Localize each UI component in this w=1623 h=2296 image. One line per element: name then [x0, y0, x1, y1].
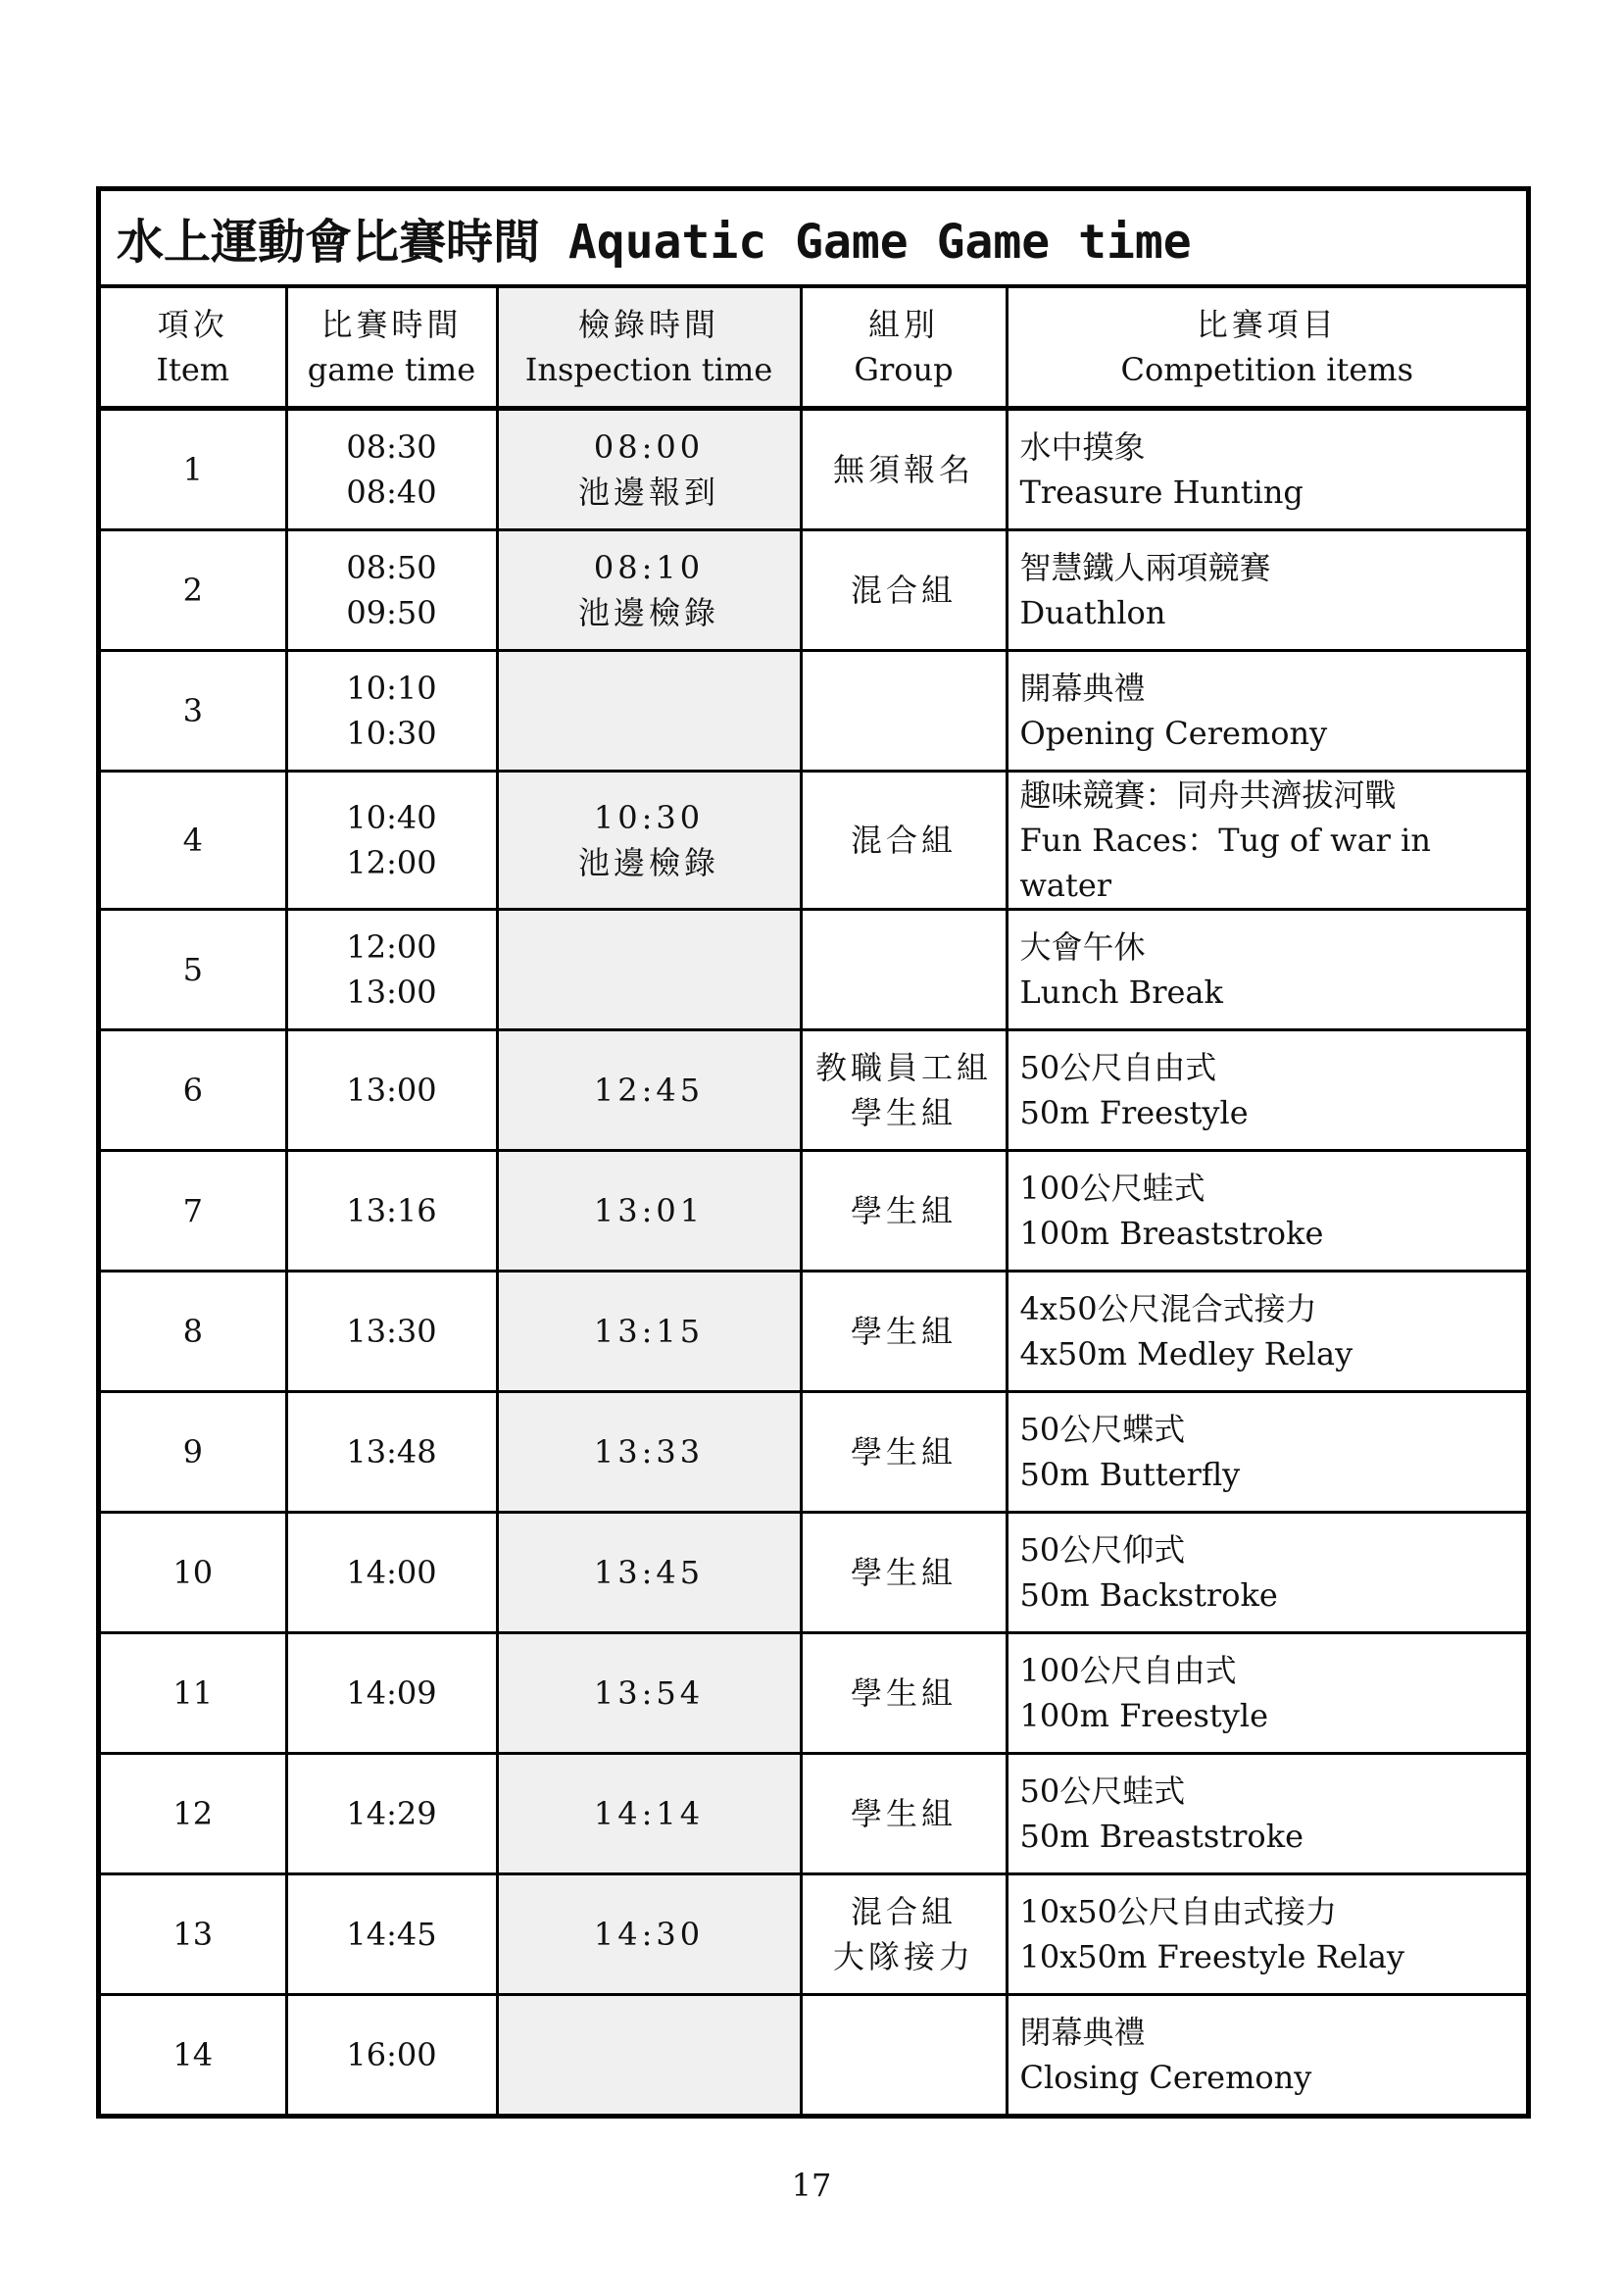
cell-group	[801, 1151, 1007, 1272]
cell-group	[801, 409, 1007, 530]
cell-item: 8	[101, 1272, 286, 1392]
cell-inspection-time	[497, 1513, 801, 1633]
cell-competition	[1007, 651, 1526, 772]
cell-competition-line: 50公尺仰式	[1019, 1531, 1186, 1569]
schedule-body	[101, 409, 1526, 2115]
cell-competition	[1007, 1874, 1526, 1995]
cell-inspection-time-line: 14:14	[593, 1795, 705, 1832]
table-row	[101, 1392, 1526, 1513]
header-group	[801, 288, 1007, 409]
cell-group-line: 學生組	[850, 1674, 957, 1712]
cell-competition	[1007, 1030, 1526, 1151]
cell-game-time-line: 12:00	[346, 928, 437, 966]
cell-group	[801, 530, 1007, 651]
cell-inspection-time-line: 08:10	[593, 549, 705, 586]
cell-competition-line: Treasure Hunting	[1019, 474, 1303, 511]
cell-game-time	[286, 1272, 497, 1392]
cell-group-line: 教職員工組	[814, 1049, 992, 1086]
cell-game-time	[286, 1392, 497, 1513]
cell-game-time-line: 14:29	[346, 1795, 437, 1832]
cell-competition-line: 水中摸象	[1019, 428, 1146, 466]
cell-competition-line: Closing Ceremony	[1019, 2059, 1312, 2096]
cell-game-time	[286, 651, 497, 772]
cell-competition-line: 50m Backstroke	[1019, 1576, 1278, 1614]
table-row	[101, 1874, 1526, 1995]
cell-inspection-time	[497, 1272, 801, 1392]
header-inspection-time	[497, 288, 801, 409]
table-row	[101, 1995, 1526, 2115]
table-row	[101, 1754, 1526, 1874]
cell-game-time-line: 08:40	[346, 474, 437, 511]
cell-inspection-time-line: 池邊報到	[577, 474, 719, 511]
header-competition-en: Competition items	[1120, 351, 1414, 388]
cell-group	[801, 910, 1007, 1030]
cell-game-time-line: 13:30	[346, 1313, 437, 1350]
cell-competition	[1007, 1633, 1526, 1754]
header-group-zh: 組別	[867, 306, 939, 343]
cell-inspection-time	[497, 409, 801, 530]
cell-inspection-time	[497, 651, 801, 772]
cell-game-time	[286, 1754, 497, 1874]
header-inspection-time-en: Inspection time	[524, 351, 773, 388]
page-number: 17	[791, 2167, 832, 2204]
cell-group	[801, 1633, 1007, 1754]
cell-competition-line: Lunch Break	[1019, 973, 1223, 1011]
cell-inspection-time-line: 13:01	[593, 1192, 705, 1229]
cell-competition	[1007, 1754, 1526, 1874]
cell-group-line: 混合組	[850, 1893, 957, 1930]
cell-inspection-time-line: 池邊檢錄	[577, 844, 719, 881]
table-row	[101, 409, 1526, 530]
cell-group-line: 學生組	[850, 1313, 957, 1350]
cell-inspection-time-line: 池邊檢錄	[577, 594, 719, 631]
cell-game-time	[286, 1633, 497, 1754]
cell-competition-line: 4x50公尺混合式接力	[1019, 1290, 1317, 1327]
cell-competition-line: 智慧鐵人兩項競賽	[1019, 549, 1271, 586]
cell-group-line: 學生組	[850, 1795, 957, 1832]
cell-competition-line: 50公尺蛙式	[1019, 1772, 1186, 1810]
cell-competition	[1007, 1272, 1526, 1392]
cell-group	[801, 1995, 1007, 2115]
cell-competition-line: Opening Ceremony	[1019, 715, 1328, 752]
cell-competition	[1007, 910, 1526, 1030]
header-game-time-zh: 比賽時間	[320, 306, 463, 343]
cell-game-time	[286, 910, 497, 1030]
cell-group-line: 學生組	[850, 1554, 957, 1591]
cell-group	[801, 1754, 1007, 1874]
cell-competition-line: 10x50m Freestyle Relay	[1019, 1938, 1404, 1975]
schedule-sheet	[96, 186, 1531, 2119]
cell-competition-line: 100m Freestyle	[1019, 1697, 1268, 1734]
header-competition-zh: 比賽項目	[1196, 306, 1338, 343]
cell-inspection-time	[497, 530, 801, 651]
cell-item: 5	[101, 910, 286, 1030]
cell-inspection-time	[497, 1754, 801, 1874]
cell-item: 9	[101, 1392, 286, 1513]
cell-group-line: 大隊接力	[832, 1938, 974, 1975]
cell-inspection-time	[497, 1151, 801, 1272]
cell-group-line: 學生組	[850, 1192, 957, 1229]
cell-competition	[1007, 1995, 1526, 2115]
cell-item: 4	[101, 772, 286, 910]
cell-game-time-line: 13:00	[346, 973, 437, 1011]
cell-game-time-line: 09:50	[346, 594, 437, 631]
header-item-zh: 項次	[157, 306, 228, 343]
cell-game-time	[286, 1030, 497, 1151]
cell-competition-line: 大會午休	[1019, 928, 1146, 966]
cell-inspection-time	[497, 1392, 801, 1513]
table-header-row	[101, 288, 1526, 409]
cell-game-time-line: 12:00	[346, 844, 437, 881]
cell-competition-line: 50m Freestyle	[1019, 1094, 1249, 1131]
cell-inspection-time-line: 14:30	[593, 1916, 705, 1953]
cell-competition-line: 50公尺蝶式	[1019, 1411, 1186, 1448]
table-row	[101, 1513, 1526, 1633]
cell-game-time-line: 14:09	[346, 1674, 437, 1712]
table-row	[101, 1633, 1526, 1754]
cell-inspection-time	[497, 910, 801, 1030]
cell-group	[801, 1392, 1007, 1513]
cell-competition-line: 100公尺蛙式	[1019, 1170, 1205, 1207]
table-row	[101, 772, 1526, 910]
schedule-table	[101, 288, 1526, 2114]
cell-group	[801, 1030, 1007, 1151]
cell-competition-line: 開幕典禮	[1019, 670, 1146, 707]
cell-competition-line: 50m Butterfly	[1019, 1456, 1241, 1493]
cell-competition-line: 趣味競賽：同舟共濟拔河戰	[1019, 776, 1397, 814]
cell-item: 10	[101, 1513, 286, 1633]
cell-item: 12	[101, 1754, 286, 1874]
cell-competition	[1007, 1513, 1526, 1633]
table-row	[101, 910, 1526, 1030]
page-title: 水上運動會比賽時間 Aquatic Game Game time	[101, 191, 1526, 288]
cell-group-line: 混合組	[850, 572, 957, 609]
cell-game-time	[286, 1874, 497, 1995]
cell-group-line: 學生組	[850, 1433, 957, 1471]
cell-game-time	[286, 530, 497, 651]
cell-game-time	[286, 409, 497, 530]
header-game-time-en: game time	[307, 351, 476, 388]
cell-game-time-line: 13:16	[346, 1192, 437, 1229]
cell-item: 2	[101, 530, 286, 651]
cell-inspection-time-line: 13:45	[593, 1554, 705, 1591]
header-group-en: Group	[854, 351, 954, 388]
cell-competition-line: Fun Races：Tug of war in water	[1019, 822, 1431, 904]
cell-game-time	[286, 1151, 497, 1272]
cell-competition	[1007, 1392, 1526, 1513]
cell-inspection-time	[497, 1633, 801, 1754]
cell-competition-line: 4x50m Medley Relay	[1019, 1335, 1353, 1373]
cell-competition	[1007, 1151, 1526, 1272]
header-game-time	[286, 288, 497, 409]
cell-inspection-time-line: 13:33	[593, 1433, 705, 1471]
cell-group	[801, 1874, 1007, 1995]
cell-game-time-line: 08:30	[346, 428, 437, 466]
cell-game-time	[286, 772, 497, 910]
cell-item: 1	[101, 409, 286, 530]
table-row	[101, 1272, 1526, 1392]
cell-competition-line: 100公尺自由式	[1019, 1652, 1237, 1689]
cell-inspection-time	[497, 1030, 801, 1151]
cell-game-time-line: 08:50	[346, 549, 437, 586]
cell-game-time-line: 13:00	[346, 1072, 437, 1109]
cell-game-time	[286, 1513, 497, 1633]
header-inspection-time-zh: 檢錄時間	[577, 306, 719, 343]
table-row	[101, 1030, 1526, 1151]
cell-competition	[1007, 409, 1526, 530]
cell-item: 7	[101, 1151, 286, 1272]
cell-competition-line: 50m Breaststroke	[1019, 1818, 1304, 1855]
cell-inspection-time	[497, 772, 801, 910]
cell-group-line: 學生組	[850, 1094, 957, 1131]
cell-game-time-line: 10:10	[346, 670, 437, 707]
cell-game-time-line: 10:30	[346, 715, 437, 752]
table-row	[101, 651, 1526, 772]
cell-inspection-time	[497, 1874, 801, 1995]
cell-game-time-line: 13:48	[346, 1433, 437, 1471]
cell-group	[801, 1513, 1007, 1633]
header-item-en: Item	[156, 351, 230, 388]
cell-competition-line: Duathlon	[1019, 594, 1166, 631]
cell-group	[801, 651, 1007, 772]
table-row	[101, 530, 1526, 651]
cell-group	[801, 772, 1007, 910]
cell-inspection-time-line: 08:00	[593, 428, 705, 466]
cell-item: 6	[101, 1030, 286, 1151]
cell-competition-line: 50公尺自由式	[1019, 1049, 1217, 1086]
cell-item: 14	[101, 1995, 286, 2115]
cell-game-time-line: 16:00	[346, 2036, 437, 2073]
cell-game-time	[286, 1995, 497, 2115]
cell-inspection-time-line: 10:30	[593, 799, 705, 836]
cell-competition-line: 閉幕典禮	[1019, 2014, 1146, 2051]
cell-competition	[1007, 772, 1526, 910]
cell-game-time-line: 10:40	[346, 799, 437, 836]
cell-inspection-time-line: 12:45	[593, 1072, 705, 1109]
cell-group	[801, 1272, 1007, 1392]
cell-competition-line: 100m Breaststroke	[1019, 1215, 1324, 1252]
cell-inspection-time	[497, 1995, 801, 2115]
cell-item: 3	[101, 651, 286, 772]
cell-competition	[1007, 530, 1526, 651]
cell-game-time-line: 14:45	[346, 1916, 437, 1953]
table-row	[101, 1151, 1526, 1272]
cell-game-time-line: 14:00	[346, 1554, 437, 1591]
cell-item: 11	[101, 1633, 286, 1754]
cell-inspection-time-line: 13:15	[593, 1313, 705, 1350]
cell-group-line: 無須報名	[832, 451, 974, 488]
cell-group-line: 混合組	[850, 822, 957, 859]
cell-competition-line: 10x50公尺自由式接力	[1019, 1893, 1337, 1930]
cell-item: 13	[101, 1874, 286, 1995]
cell-inspection-time-line: 13:54	[593, 1674, 705, 1712]
header-competition	[1007, 288, 1526, 409]
header-item	[101, 288, 286, 409]
